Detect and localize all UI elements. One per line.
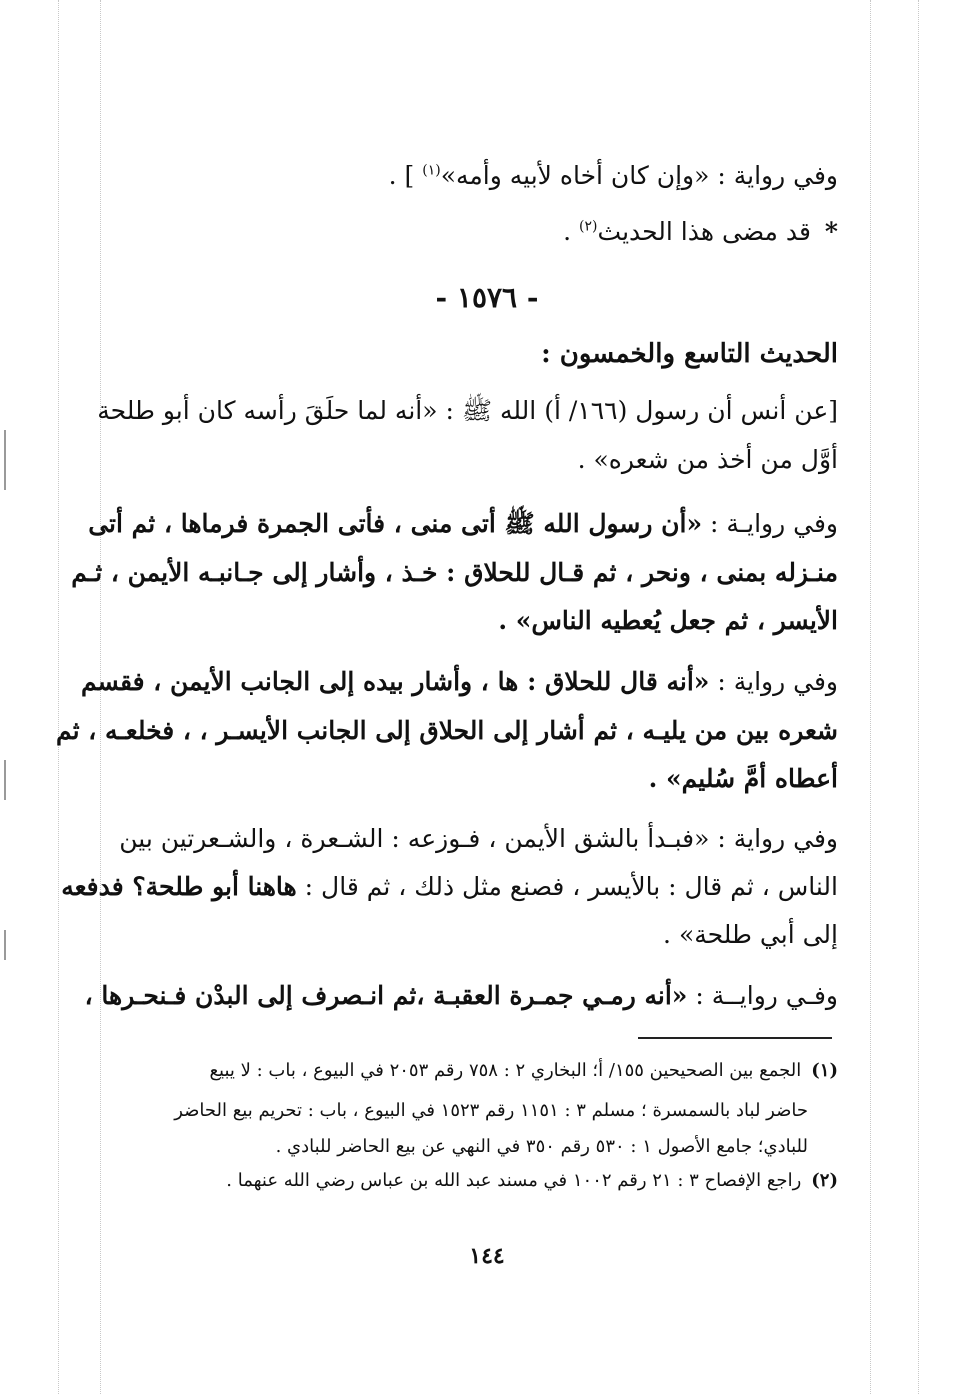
asterisk-icon: *	[824, 217, 838, 246]
hadith-text: هاهنا أبو طلحة؟ فدفعه	[61, 872, 297, 901]
footnote-text: راجع الإفصاح ٣ : ٢١ رقم ١٠٠٢ في مسند عبد الله بن عباس رضي الله عنهما .	[226, 1170, 802, 1191]
text-line: أعطاه أمَّ سُليم» .	[648, 764, 838, 793]
page-number: ١٤٤	[469, 1243, 505, 1269]
text-line: شعره بين من يليـه ، ثم أشار إلى الحلاق إلى الجانب الأيسـر ، ، فخلعـه ، ثم	[55, 716, 838, 745]
footnote-number: (١)	[811, 1060, 838, 1081]
text-line: منـزله بمنى ، ونحر ، ثم قـال للحلاق : خـذ ، وأشار إلى جـانبـه الأيمن ، ثـم	[71, 558, 838, 587]
period: .	[563, 217, 580, 246]
text-line: إلى أبي طلحة» .	[663, 920, 838, 949]
narration-intro: وفي رواية :	[709, 667, 838, 696]
hadith-text: «أنه قال للحلاق : ها ، وأشار بيده إلى الجانب الأيمن ، فقسم	[81, 667, 710, 696]
scan-edge-mark	[4, 430, 6, 490]
text-line	[81, 664, 838, 700]
scan-guide-line	[918, 0, 919, 1394]
text-line	[128, 214, 838, 250]
footnote-2	[138, 1167, 838, 1195]
text-line	[84, 978, 838, 1014]
text-line	[88, 506, 838, 542]
text-line: أوَّل من أخذ من شعره» .	[577, 445, 838, 474]
footnote-ref[interactable]: (٢)	[579, 218, 598, 235]
note-text: قد مضى هذا الحديث	[597, 217, 811, 246]
text-line	[128, 158, 838, 194]
text-line: الأيسر ، ثم جعل يُعطيه الناس» .	[498, 606, 838, 635]
scan-guide-line	[870, 0, 871, 1394]
footnote-ref[interactable]: (١)	[422, 162, 441, 179]
footnote-divider	[638, 1037, 832, 1039]
scan-edge-mark	[4, 760, 6, 800]
footnote-number: (٢)	[811, 1170, 838, 1191]
text-line: [عن أنس أن رسول (١٦٦/ أ) الله ﷺ : «أنه لما حلَقَ رأسه كان أبو طلحة	[97, 396, 838, 425]
hadith-text: «أن رسول الله ﷺ أتى منى ، فأتى الجمرة فرماها ، ثم أتى	[88, 509, 703, 538]
scan-guide-line	[58, 0, 59, 1394]
footnote-1-line-2: حاضر لباد بالسمسرة ؛ مسلم ٣ : ١١٥١ رقم ١٥٢٣ في البيوع ، باب : تحريم بيع الحاضر	[174, 1100, 808, 1121]
main-text	[55, 0, 838, 1010]
hadith-number: - ١٥٧٦ -	[435, 281, 539, 314]
footnote-1	[138, 1057, 838, 1085]
narration-text: الناس ، ثم قال : بالأيسر ، فصنع مثل ذلك ، ثم قال :	[296, 872, 838, 901]
text-line	[61, 869, 838, 905]
narration-intro: وفـي روايــة :	[687, 981, 838, 1010]
hadith-text: «أنه رمـي جمـرة العقبـة ،ثم انـصرف إلى البدْن فـنحـرها ،	[84, 981, 688, 1010]
section-heading: الحديث التاسع والخمسون :	[541, 339, 838, 369]
narration-text: وفي رواية : «وإن كان أخاه لأبيه وأمه»	[440, 161, 838, 190]
bracket-close: ] .	[388, 161, 423, 190]
text-line: وفي رواية : «فبـدأ بالشق الأيمن ، فـوزعه : الشـعرة ، والشـعرتين بين	[119, 824, 838, 853]
narration-intro: وفي روايـة :	[702, 509, 838, 538]
footnote-text: الجمع بين الصحيحين ١٥٥/ أ؛ البخاري ٢ : ٧٥٨ رقم ٢٠٥٣ في البيوع ، باب : لا يبيع	[209, 1060, 802, 1081]
scan-edge-mark	[4, 930, 6, 960]
footnote-1-line-3: للبادي؛ جامع الأصول ١ : ٥٣٠ رقم ٣٥٠ في النهي عن بيع الحاضر للبادي .	[275, 1136, 808, 1157]
